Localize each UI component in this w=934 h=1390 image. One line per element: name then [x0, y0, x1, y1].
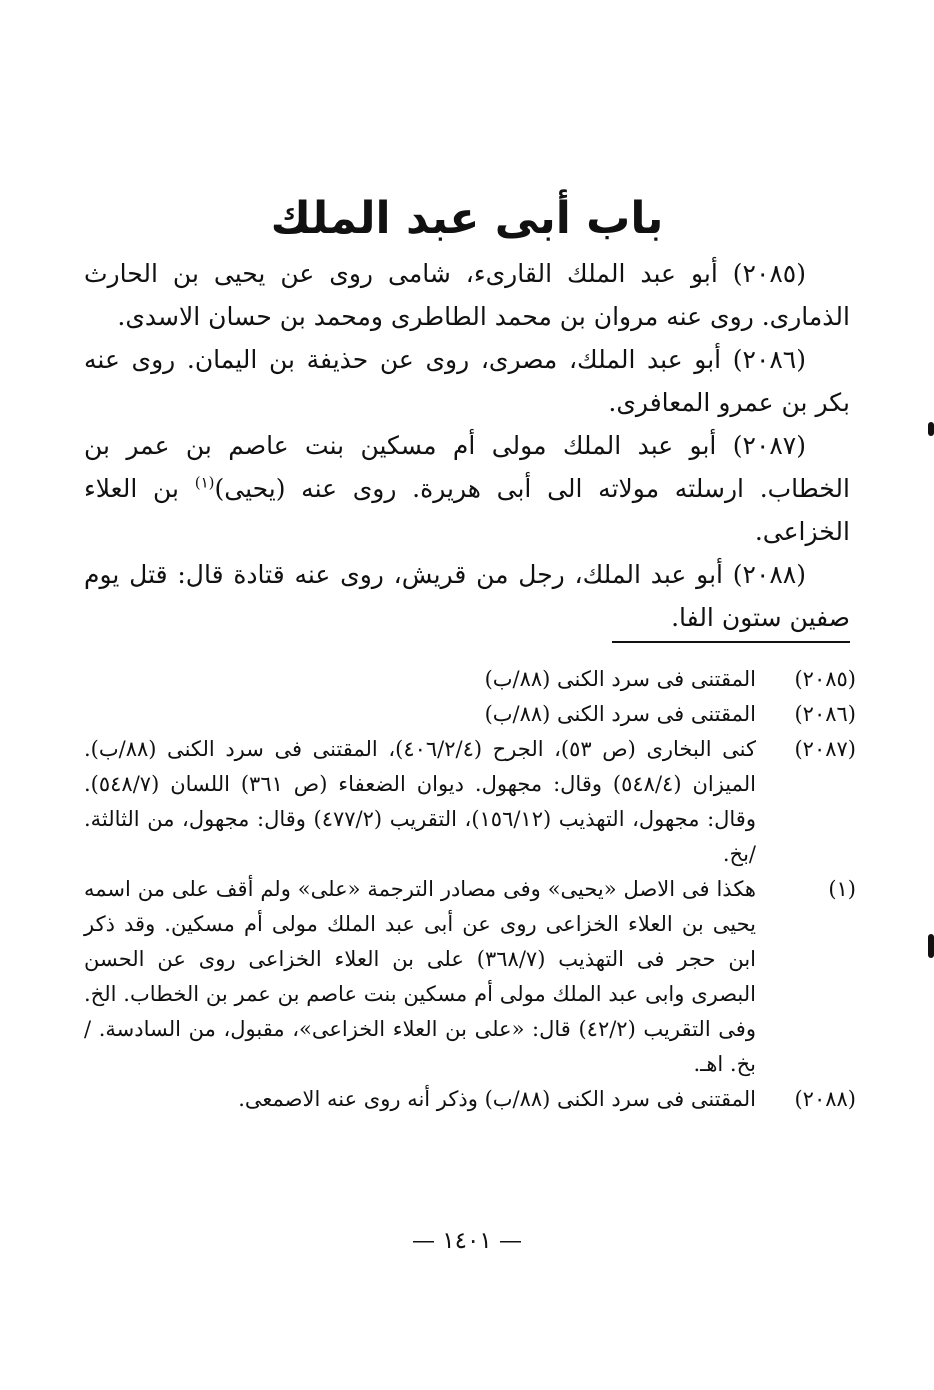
- footnote-number: (٢٠٨٧): [794, 737, 856, 761]
- footnote-number: (٢٠٨٥): [794, 667, 856, 691]
- footnote-text: كنى البخارى (ص ٥٣)، الجرح (٤٠٦/٢/٤)، المقتنى فى سرد الكنى (٨٨/ب). الميزان (٥٤٨/٤) وقال: مجهول. ديوان الضعفاء (ص ٣٦١) اللسان (٥٤٨/٧). وقال: مجهول، التهذيب (١٥٦/١٢)، التقريب (٤٧٧/٢) وقال: مجهول، من الثالثة. /بخ.: [84, 737, 756, 866]
- footnote-number: (٢٠٨٨): [794, 1087, 856, 1111]
- footnote-1: [84, 872, 856, 1082]
- entry-2086: (٢٠٨٦) أبو عبد الملك، مصرى، روى عن حذيفة بن اليمان. روى عنه بكر بن عمرو المعافرى.: [84, 345, 850, 417]
- footnote-number: (١): [828, 877, 856, 901]
- scan-edge-mark: [928, 422, 934, 436]
- entry-2087-text: (٢٠٨٧) أبو عبد الملك مولى أم مسكين بنت عاصم بن عمر بن الخطاب. ارسلته مولاته الى أبى هريرة. روى عنه (يحيى): [84, 431, 850, 503]
- entry-2085: (٢٠٨٥) أبو عبد الملك القارىء، شامى روى عن يحيى بن الحارث الذمارى. روى عنه مروان بن محمد الطاطرى ومحمد بن حسان الاسدى.: [84, 259, 850, 331]
- footnote-text: المقتنى فى سرد الكنى (٨٨/ب) وذكر أنه روى عنه الاصمعى.: [238, 1087, 756, 1111]
- footnotes: [84, 662, 856, 1117]
- footnote-text: المقتنى فى سرد الكنى (٨٨/ب): [484, 667, 756, 691]
- page-title: باب أبى عبد الملك: [270, 193, 664, 245]
- footnote-2087: [84, 732, 856, 872]
- footnote-text: هكذا فى الاصل «يحيى» وفى مصادر الترجمة «على» ولم أقف على من اسمه يحيى بن العلاء الخزاعى روى عن أبى عبد الملك مولى أم مسكين. وقد ذكر ابن حجر فى التهذيب (٣٦٨/٧) على بن العلاء الخزاعى روى عن الحسن البصرى وابى عبد الملك مولى أم مسكين بنت عاصم بن عمر بن الخطاب. الخ. وفى التقريب (٤٢/٢) قال: «على بن العلاء الخزاعى»، مقبول، من السادسة. /بخ. اهـ.: [84, 877, 756, 1076]
- footnote-2086: [84, 697, 856, 732]
- footnote-2088: [84, 1082, 856, 1117]
- footnote-2085: [84, 662, 856, 697]
- footnote-reference: (١): [194, 473, 215, 492]
- footnote-text: المقتنى فى سرد الكنى (٨٨/ب): [484, 702, 756, 726]
- footnote-number: (٢٠٨٦): [794, 702, 856, 726]
- entry-2087: [84, 424, 850, 553]
- page-number: — ١٤٠١ —: [411, 1228, 523, 1254]
- entry-2087-text-end: بن العلاء الخزاعى.: [84, 474, 850, 546]
- footnote-separator: [612, 641, 850, 643]
- scan-edge-mark: [928, 934, 934, 958]
- entry-2088: (٢٠٨٨) أبو عبد الملك، رجل من قريش، روى عنه قتادة قال: قتل يوم صفين ستون الفا.: [84, 560, 850, 632]
- main-text: [84, 252, 850, 639]
